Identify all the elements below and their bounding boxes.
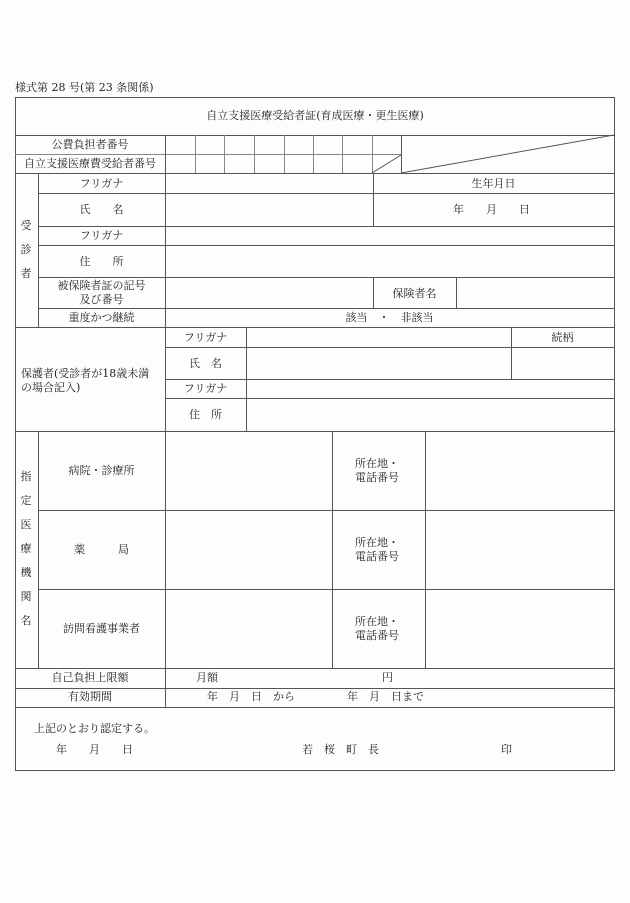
home-nursing-location-label-1: 所在地・ [355,615,399,628]
insurer-name-label: 保険者名 [392,287,437,300]
seal-mark: 印 [501,743,512,756]
birthdate-label: 生年月日 [471,177,516,190]
patient-furigana-label: フリガナ [79,177,124,190]
pharmacy-location-label-2: 電話番号 [355,550,399,563]
pharmacy-location-label-1: 所在地・ [355,536,399,549]
pharmacy-label: 薬 局 [74,543,129,556]
public-payer-number-label: 公費負担者番号 [51,138,129,151]
guardian-name-label: 氏 名 [189,357,222,370]
institutions-section-label: 指 定 医 療 機 関 名 [20,470,32,627]
validity-period-label: 有効期間 [68,690,112,703]
patient-address-label: 住 所 [79,255,124,268]
guardian-furigana-label: フリガナ [183,331,228,344]
severe-continuous-label: 重度かつ継続 [68,311,135,324]
relationship-label: 続柄 [551,331,574,344]
validity-from: 年 月 日 から [207,690,295,703]
guardian-label-2: の場合記入) [21,381,81,394]
certification-date: 年 月 日 [56,743,133,756]
recipient-number-label: 自立支援医療費受給者番号 [24,157,156,170]
mayor-title: 若 桜 町 長 [302,743,379,756]
guardian-address-furigana-label: フリガナ [183,382,228,395]
patient-address-furigana-label: フリガナ [79,229,124,242]
patient-section-label: 受 診 者 [20,219,32,280]
guardian-address-label: 住 所 [189,408,222,421]
yen-label: 円 [382,671,393,684]
copay-limit-label: 自己負担上限額 [51,671,129,684]
severe-continuous-options[interactable]: 該当 ・ 非該当 [345,311,434,324]
insurance-card-label-2: 及び番号 [79,293,124,306]
certification-statement: 上記のとおり認定する。 [34,722,155,735]
home-nursing-label: 訪問看護事業者 [63,622,140,635]
certificate-title: 自立支援医療受給者証(育成医療・更生医療) [206,109,424,122]
birthdate-value: 年 月 日 [453,203,530,216]
insurance-card-label-1: 被保険者証の記号 [57,279,146,292]
guardian-label-1: 保護者(受診者が18歳未満 [21,367,150,380]
monthly-label: 月額 [196,671,218,684]
hospital-clinic-label: 病院・診療所 [68,464,135,477]
validity-to: 年 月 日まで [347,690,424,703]
hospital-location-label-2: 電話番号 [355,471,399,484]
home-nursing-location-label-2: 電話番号 [355,629,399,642]
hospital-location-label-1: 所在地・ [355,457,399,470]
form-number-label: 様式第 28 号(第 23 条関係) [15,81,154,94]
patient-name-label: 氏 名 [79,203,124,216]
